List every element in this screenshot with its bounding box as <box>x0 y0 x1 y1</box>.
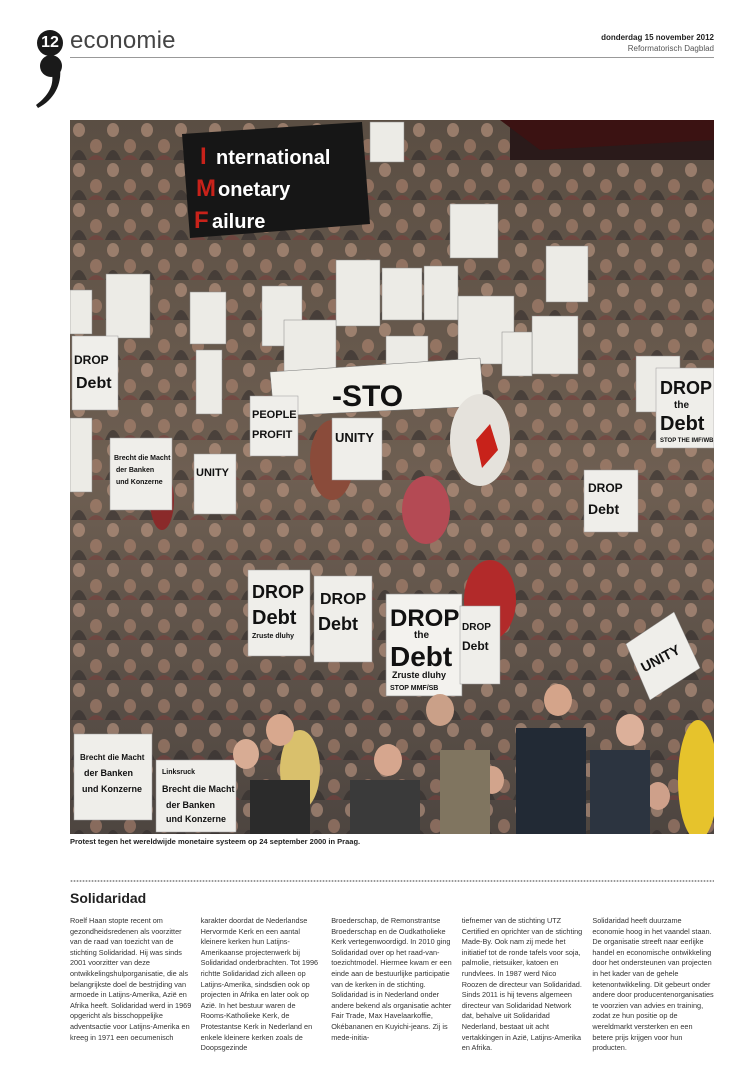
brecht-sign-mid <box>110 438 172 510</box>
svg-text:DROP: DROP <box>588 481 623 495</box>
svg-text:PEOPLE: PEOPLE <box>252 409 297 421</box>
drop-debt-sign-right <box>656 368 714 448</box>
article-title: Solidaridad <box>70 890 147 906</box>
svg-text:the: the <box>414 630 429 641</box>
svg-text:Debt: Debt <box>588 501 620 517</box>
banner-initial-m: M <box>196 175 216 202</box>
svg-text:Debt: Debt <box>462 639 489 653</box>
unity-sign-center <box>332 418 382 480</box>
article-column-4: tiefnemer van de stichting UTZ Certified en oprichter van de stichting Made-By. Ook nam zij mede het initiatief tot de ronde tafels voor soja, palmolie, rietsuiker, katoen en rundvlees. In 1987 werd Nico Roozen de directeur van Solidaridad. Sinds 2011 is hij tevens algemeen directeur van Solidaridad Network dat, behalve uit Solidaridad Nederland, bestaat uit acht vertakkingen in Azië, Latijns-Amerika en Afrika. <box>461 916 583 1053</box>
svg-text:der Banken: der Banken <box>166 800 216 810</box>
svg-text:der Banken: der Banken <box>84 768 134 778</box>
svg-text:DROP: DROP <box>390 605 460 632</box>
svg-text:Zruste dluhy: Zruste dluhy <box>252 633 295 640</box>
svg-text:DROP: DROP <box>320 591 367 608</box>
people-profit-sign <box>250 396 298 456</box>
svg-text:DROP: DROP <box>252 582 305 602</box>
drop-debt-sign-mid-right <box>584 470 638 532</box>
svg-text:Brecht die Macht: Brecht die Macht <box>114 455 171 462</box>
header-divider <box>70 57 714 58</box>
protest-photo <box>70 120 714 834</box>
svg-text:Debt: Debt <box>76 375 112 392</box>
svg-text:STOP MMF/SB: STOP MMF/SB <box>390 685 439 692</box>
unity-sign-left <box>194 454 236 514</box>
svg-text:UNITY: UNITY <box>638 641 683 676</box>
photo-caption: Protest tegen het wereldwijde monetaire systeem op 24 september 2000 in Praag. <box>70 837 361 846</box>
svg-text:und Konzerne: und Konzerne <box>82 784 142 794</box>
article-column-1: Roelf Haan stopte recent om gezondheidsredenen als voorzitter van de raad van toezicht van de stichting Solidaridad. Hij was sinds 2001 voorzitter van deze ontwikkelingshulporganisatie, die als belangrijkste doel de bestrijding van armoede in Latijns-Amerika, Azië en Afrika heeft. Solidaridad werd in 1969 opgericht als bisschoppelijke adventsactie voor Latijns-Amerika en kreeg in 1971 een oecumenisch <box>70 916 192 1042</box>
article-column-2: karakter doordat de Nederlandse Hervormde Kerk en een aantal kleinere kerken hun Latijns-Amerikaanse projectenwerk bij Solidaridad onderbrachten. Tot 1996 richtte Solidaridad zich alleen op Latijns-Amerika, sindsdien ook op projecten in Afrika en later ook op Azië. In het bestuur waren de Rooms-Katholieke Kerk, de Protestantse Kerk in Nederland en enkele kleinere kerken zoals de Doopsgezinde <box>200 916 319 1053</box>
svg-text:Brecht die Macht: Brecht die Macht <box>80 753 145 762</box>
svg-text:Zruste dluhy: Zruste dluhy <box>392 670 447 680</box>
article-body <box>70 916 714 1056</box>
drop-debt-sign-lower-main <box>386 594 462 696</box>
drop-debt-sign-left <box>72 336 118 410</box>
svg-text:DROP: DROP <box>462 622 491 633</box>
brecht-sign-bottom-1 <box>74 734 152 820</box>
svg-text:PROFIT: PROFIT <box>252 429 293 441</box>
svg-text:Linksruck: Linksruck <box>162 769 196 776</box>
article-column-3: Broederschap, de Remonstrantse Broederschap en de Oudkatholieke Kerk vertegenwoordigd. In 2010 ging Solidaridad over op het raad-van-toezichtmodel. Hiermee kwam er een einde aan de bestuurlijke participatie van de kerken in de stichting. Solidaridad is in Nederland onder andere bekend als organisatie achter Fair Trade, Max Havelaarkoffie, Okébananen en Kuyichi-jeans. Zij is mede-initia- <box>331 916 452 1042</box>
banner-initial-f: F <box>194 207 209 234</box>
svg-text:und Konzerne: und Konzerne <box>166 814 226 824</box>
drop-debt-sign-lower-2 <box>314 576 372 662</box>
svg-text:DROP: DROP <box>660 378 713 398</box>
banner-line-1: nternational <box>216 147 331 169</box>
banner-line-2: onetary <box>218 179 291 201</box>
article-column-5: Solidaridad heeft duurzame economie hoog in het vaandel staan. De organisatie streeft naar eerlijke handel en economische ontwikkeling door het ondersteunen van projecten in het kader van de gehele ketenontwikkeling. Dit gebeurt onder andere door producentenorganisaties te voorzien van advies en training, zodat ze hun positie op de wereldmarkt versterken en een betere prijs krijgen voor hun producten. <box>592 916 714 1053</box>
publication-name: Reformatorisch Dagblad <box>627 44 714 53</box>
dotted-divider <box>70 879 714 883</box>
stop-banner-text: -STO <box>332 380 404 413</box>
svg-text:UNITY: UNITY <box>196 467 229 479</box>
svg-text:der Banken: der Banken <box>116 467 155 474</box>
svg-text:STOP THE IMF/WB: STOP THE IMF/WB <box>660 438 714 444</box>
svg-text:UNITY: UNITY <box>335 430 374 445</box>
section-title: economie <box>70 27 176 54</box>
svg-text:Debt: Debt <box>660 413 705 435</box>
svg-text:DROP: DROP <box>74 353 109 367</box>
brecht-sign-bottom-2 <box>156 760 236 832</box>
banner-initial-i: I <box>200 143 207 170</box>
banner-line-3: ailure <box>212 211 266 233</box>
svg-text:Brecht die Macht: Brecht die Macht <box>162 784 235 794</box>
drop-debt-sign-lower-3 <box>460 606 500 684</box>
imf-banner <box>182 122 370 238</box>
page-number: 12 <box>37 30 63 56</box>
svg-text:Debt: Debt <box>252 607 297 629</box>
svg-text:Debt: Debt <box>390 641 453 672</box>
svg-text:the: the <box>674 400 689 411</box>
comma-logo-icon <box>34 54 68 110</box>
issue-date: donderdag 15 november 2012 <box>601 33 714 42</box>
svg-text:und Konzerne: und Konzerne <box>116 479 163 486</box>
drop-debt-sign-lower-1 <box>248 570 310 656</box>
svg-text:Debt: Debt <box>318 614 358 634</box>
